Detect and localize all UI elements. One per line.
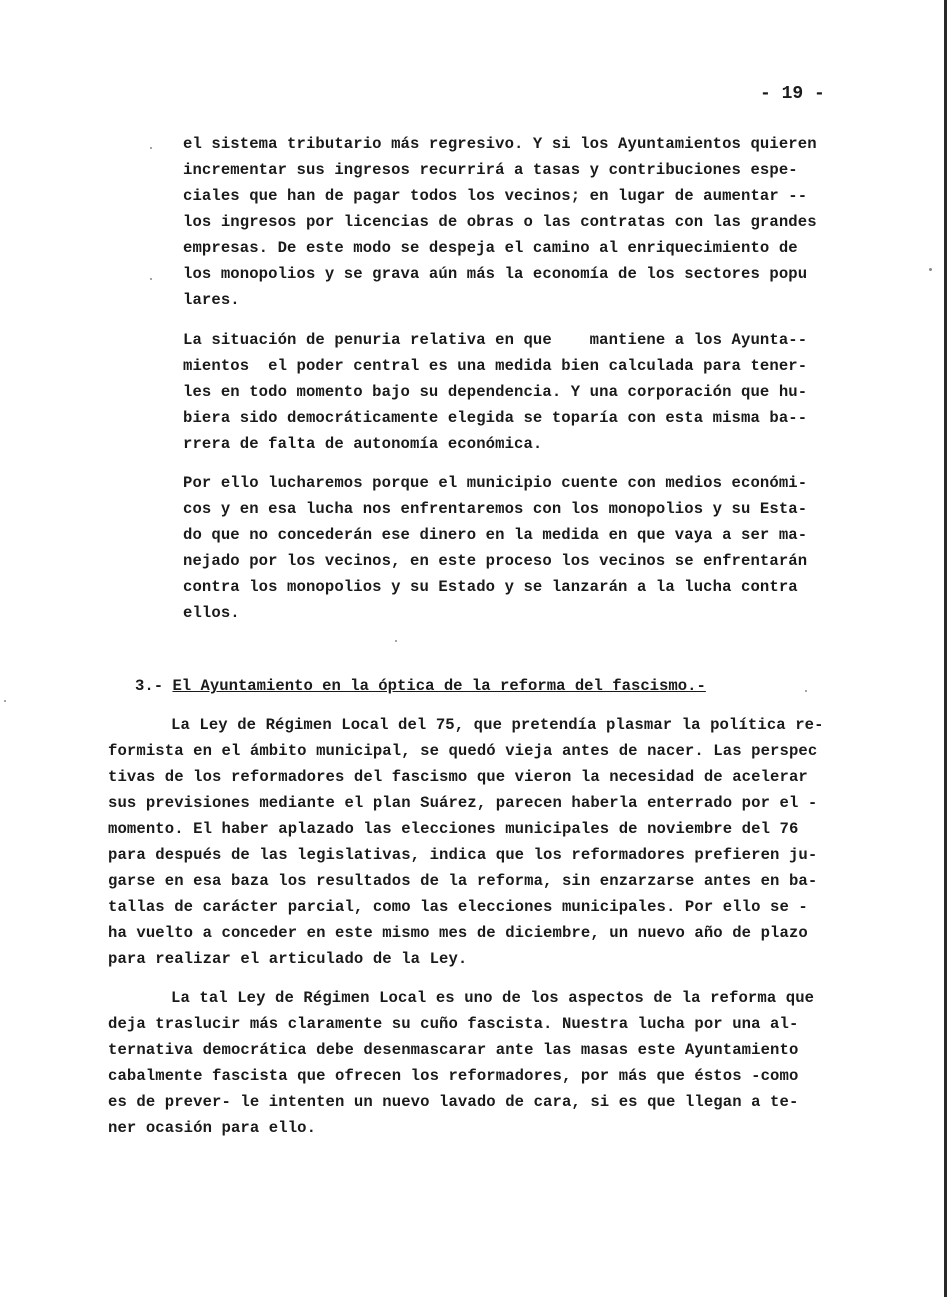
text-line: es de prever- le intenten un nuevo lavado de cara, si es que llegan a te- bbox=[108, 1093, 799, 1111]
text-line: deja traslucir más claramente su cuño fascista. Nuestra lucha por una al- bbox=[108, 1015, 799, 1033]
text-line: cabalmente fascista que ofrecen los reformadores, por más que éstos -como bbox=[108, 1067, 799, 1085]
section-title: El Ayuntamiento en la óptica de la reforma del fascismo.- bbox=[172, 677, 706, 695]
text-line: garse en esa baza los resultados de la reforma, sin enzarzarse antes en ba- bbox=[108, 872, 818, 890]
text-line: ternativa democrática debe desenmascarar ante las masas este Ayuntamiento bbox=[108, 1041, 799, 1059]
text-line: La tal Ley de Régimen Local es uno de los aspectos de la reforma que bbox=[171, 989, 815, 1007]
page-number: - 19 - bbox=[760, 84, 825, 104]
text-line: rrera de falta de autonomía económica. bbox=[183, 435, 543, 453]
text-line: para después de las legislativas, indica que los reformadores prefieren ju- bbox=[108, 846, 818, 864]
text-line: les en todo momento bajo su dependencia. Y una corporación que hu- bbox=[183, 383, 808, 401]
section-number: 3.- bbox=[135, 677, 164, 695]
text-line: nejado por los vecinos, en este proceso los vecinos se enfrentarán bbox=[183, 552, 808, 570]
text-line: ellos. bbox=[183, 604, 240, 622]
text-line: tallas de carácter parcial, como las elecciones municipales. Por ello se - bbox=[108, 898, 808, 916]
text-line: el sistema tributario más regresivo. Y si los Ayuntamientos quieren bbox=[183, 135, 817, 153]
text-line: los monopolios y se grava aún más la economía de los sectores popu bbox=[183, 265, 808, 283]
text-line: ner ocasión para ello. bbox=[108, 1119, 317, 1137]
text-line: mientos el poder central es una medida bien calculada para tener- bbox=[183, 357, 808, 375]
scan-speck bbox=[395, 640, 397, 642]
scan-speck bbox=[4, 700, 6, 702]
text-line: cos y en esa lucha nos enfrentaremos con los monopolios y su Esta- bbox=[183, 500, 808, 518]
section-heading bbox=[135, 677, 706, 695]
text-line: lares. bbox=[183, 291, 240, 309]
text-line: formista en el ámbito municipal, se quedó vieja antes de nacer. Las perspec bbox=[108, 742, 818, 760]
text-line: ha vuelto a conceder en este mismo mes de diciembre, un nuevo año de plazo bbox=[108, 924, 808, 942]
text-line: La situación de penuria relativa en que mantiene a los Ayunta-- bbox=[183, 331, 808, 349]
text-line: empresas. De este modo se despeja el camino al enriquecimiento de bbox=[183, 239, 798, 257]
text-line: para realizar el articulado de la Ley. bbox=[108, 950, 468, 968]
text-line: contra los monopolios y su Estado y se lanzarán a la lucha contra bbox=[183, 578, 798, 596]
text-line: ciales que han de pagar todos los vecinos; en lugar de aumentar -- bbox=[183, 187, 808, 205]
text-line: momento. El haber aplazado las elecciones municipales de noviembre del 76 bbox=[108, 820, 799, 838]
text-line: La Ley de Régimen Local del 75, que pretendía plasmar la política re- bbox=[171, 716, 824, 734]
text-line: incrementar sus ingresos recurrirá a tasas y contribuciones espe- bbox=[183, 161, 798, 179]
scan-speck bbox=[929, 268, 932, 271]
text-line: los ingresos por licencias de obras o las contratas con las grandes bbox=[183, 213, 817, 231]
scan-speck bbox=[805, 690, 807, 692]
text-line: tivas de los reformadores del fascismo que vieron la necesidad de acelerar bbox=[108, 768, 808, 786]
page-edge bbox=[944, 0, 947, 1297]
text-line: Por ello lucharemos porque el municipio cuente con medios económi- bbox=[183, 474, 808, 492]
scan-speck bbox=[150, 278, 152, 280]
text-line: biera sido democráticamente elegida se toparía con esta misma ba-- bbox=[183, 409, 808, 427]
scan-speck bbox=[150, 147, 152, 149]
text-line: do que no concederán ese dinero en la medida en que vaya a ser ma- bbox=[183, 526, 808, 544]
text-line: sus previsiones mediante el plan Suárez, parecen haberla enterrado por el - bbox=[108, 794, 818, 812]
